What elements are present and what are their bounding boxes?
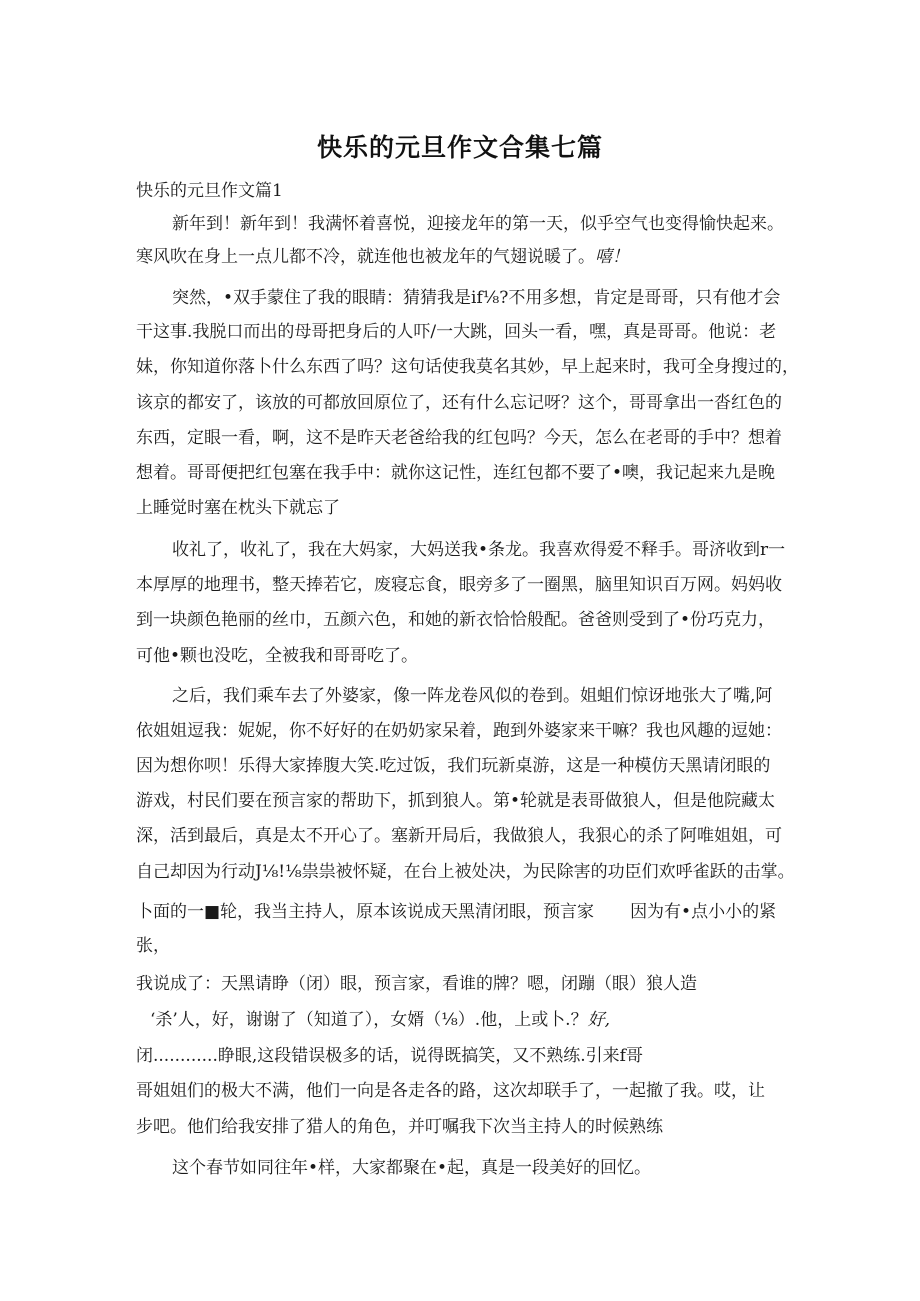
text-line: 干这事.我脱口而出的母哥把身后的人吓/一大跳，回头一看，嘿，真是哥哥。他说：老 [136, 322, 777, 342]
text-line: 张， [136, 936, 170, 956]
page-title: 快乐的元旦作文合集七篇 [316, 133, 603, 162]
text-line: 想着。哥哥便把红包塞在我手中：就你这记性，连红包都不要了•噢，我记起来九是晚 [136, 463, 776, 483]
text-span: 卜面的一■轮，我当主持人，原本该说成天黑清闭眼，预言家 [136, 902, 595, 922]
text-line: 可他•颗也没吃，全被我和哥哥吃了。 [136, 646, 419, 666]
text-span: 寒风吹在身上一点儿都不冷，就连他也被龙年的气翅说暖了。 [136, 247, 595, 267]
text-line: 步吧。他们给我安排了猎人的角色，并叮嘱我下次当主持人的时候熟练 [136, 1117, 663, 1137]
text-line: 哥姐姐们的极大不满，他们一向是各走各的路，这次却联手了，一起撤了我。哎，让 [136, 1081, 765, 1101]
text-line [136, 245, 629, 269]
text-line: 深，活到最后，真是太不开心了。塞新开局后，我做狼人，我狠心的杀了阿唯姐姐，可 [136, 826, 782, 846]
text-line: 因为想你呗！乐得大家捧腹大笑.吃过饭，我们玩新桌游，这是一种模仿天黑请闭眼的 [136, 756, 771, 776]
text-span: ‘杀’人，好，谢谢了（知道了），女婿（⅛）.他，上或卜.？ [150, 1010, 588, 1030]
text-line: 之后，我们乘车去了外婆家，像一阵龙卷风似的卷到。姐蛆们惊讶地张大了嘴,阿 [172, 686, 773, 706]
text-line: 东西，定眼一看，啊，这不是昨天老爸给我的红包吗？今天，怎么在老哥的手中？想着 [136, 428, 782, 448]
text-line [150, 1008, 610, 1032]
text-line [136, 900, 776, 924]
text-span: 好, [587, 1010, 610, 1030]
essay-subtitle: 快乐的元旦作文篇1 [136, 181, 283, 201]
text-line: 本厚厚的地理书，整天捧若它，废寝忘食，眼旁多了一圈黑，脑里知识百万网。妈妈收 [136, 575, 782, 595]
text-line: 闭............睁眼,这段错误极多的话，说得既搞笑，又不熟练.引来f哥 [136, 1046, 643, 1066]
text-line: 上睡觉时塞在枕头下就忘了 [136, 498, 340, 518]
text-span: 嘻！ [595, 247, 629, 267]
text-line: 这个春节如同往年•样，大家都聚在•起，真是一段美好的回忆。 [172, 1158, 652, 1178]
text-line: 游戏，村民们要在预言家的帮助下，抓到狼人。第•轮就是表哥做狼人，但是他院藏太 [136, 791, 776, 811]
text-line: 该京的都安了，该放的可都放回原位了，还有什么忘记呀？这个，哥哥拿出一沓红色的 [136, 393, 782, 413]
text-line: 新年到！新年到！我满怀着喜悦，迎接龙年的第一天，似乎空气也变得愉快起来。 [172, 214, 784, 234]
text-line: 我说成了：天黑请睁（闭）眼，预言家，看谁的牌？嗯，闭蹦（眼）狼人造 [136, 974, 697, 994]
text-line: 突然，•双手蒙住了我的眼睛：猜猜我是if⅛?不用多想，肯定是哥哥，只有他才会 [172, 288, 781, 308]
text-line: 收礼了，收礼了，我在大妈家，大妈送我•条龙。我喜欢得爱不释手。哥济收到r一 [172, 540, 786, 560]
text-span: 因为有•点小小的紧 [630, 902, 777, 922]
text-line: 妹，你知道你落卜什么东西了吗？这句话使我莫名其妙，早上起来时，我可全身搜过的， [136, 357, 799, 377]
text-line: 到一块颜色艳丽的丝巾，五颜六色，和她的新衣恰恰般配。爸爸则受到了•份巧克力， [136, 610, 776, 630]
text-line: 依姐姐逗我：妮妮，你不好好的在奶奶家呆着，跑到外婆家来干嘛？我也风趣的逗她： [136, 721, 782, 741]
text-line: 自己却因为行动J⅛!⅛祟祟被怀疑，在台上被处决，为民除害的功臣们欢呼雀跃的击掌。 [136, 862, 795, 882]
